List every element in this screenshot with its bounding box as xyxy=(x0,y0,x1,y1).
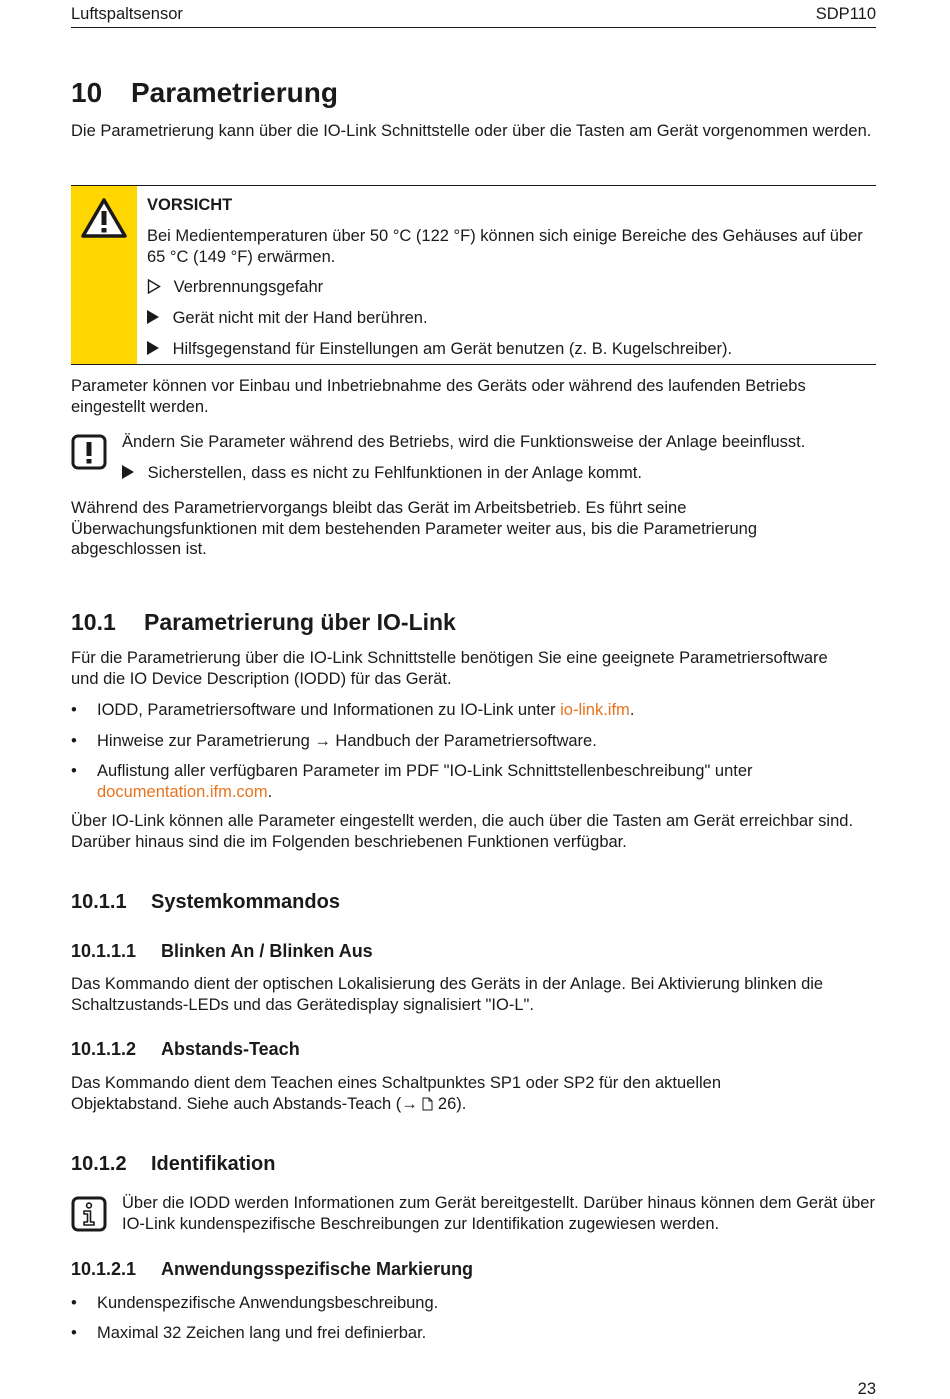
page-reference[interactable]: 26). xyxy=(433,1094,467,1113)
header-right: SDP110 xyxy=(815,5,876,23)
info-text: Über die IODD werden Informationen zum Gerät bereitgestellt. Darüber hinaus können dem Gerät über IO-Link kundenspezifische Beschreibungen zur Identifikation zugewiesen werden. xyxy=(122,1194,875,1233)
notice-text: Ändern Sie Parameter während des Betriebs, wird die Funktionsweise der Anlage beeinflusst. xyxy=(122,433,806,451)
list-item-text: IODD, Parametriersoftware und Informationen zu IO-Link unter xyxy=(97,701,561,719)
section-title: Systemkommandos xyxy=(151,891,340,913)
list-item-end: . xyxy=(629,701,635,719)
section-10-1-intro: Für die Parametrierung über die IO-Link Schnittstelle benötigen Sie eine geeignete Parametriersoftware und die IO Device Description (IODD) für das Gerät. xyxy=(71,649,828,688)
section-title: Abstands-Teach xyxy=(161,1039,300,1059)
caution-consequence xyxy=(147,277,323,298)
section-10-1-2-heading xyxy=(71,1153,275,1176)
page-number: 23 xyxy=(857,1380,876,1398)
consequence-text: Verbrennungsgefahr xyxy=(173,278,324,296)
bullet-marker: • xyxy=(71,701,77,719)
caution-bar xyxy=(71,186,137,364)
section-10-1-1-heading xyxy=(71,891,340,914)
section-title: Identifikation xyxy=(151,1153,276,1175)
action-arrow-icon xyxy=(122,465,134,479)
list-item-text: Handbuch der Parametriersoftware. xyxy=(330,732,597,750)
header-left: Luftspaltsensor xyxy=(71,5,183,23)
documentation-link[interactable]: documentation.ifm.com xyxy=(97,782,268,801)
caution-text: Bei Medientemperaturen über 50 °C (122 °F) können sich einige Bereiche des Gehäuses auf über 65 °C (149 °F) erwärmen. xyxy=(147,227,863,266)
section-10-1-2-1-heading xyxy=(71,1259,473,1280)
action-arrow-icon xyxy=(147,341,159,355)
list-item-end: . xyxy=(267,782,273,801)
header-rule xyxy=(71,27,876,28)
section-title: Blinken An / Blinken Aus xyxy=(161,941,373,961)
section-title: Parametrierung über IO-Link xyxy=(144,609,456,635)
arrow-icon: → xyxy=(401,1094,418,1113)
section-title: Anwendungsspezifische Markierung xyxy=(161,1259,474,1279)
page-icon[interactable] xyxy=(422,1097,433,1111)
section-title: Parametrierung xyxy=(131,77,338,108)
list-item xyxy=(97,761,847,802)
section-10-para2: Während des Parametriervorgangs bleibt das Gerät im Arbeitsbetrieb. Es führt seine Überwachungsfunktionen mit dem bestehenden Parameter weiter aus, bis die Parametrierung abgeschlossen ist. xyxy=(71,499,758,558)
section-number: 10.1.2 xyxy=(71,1153,127,1175)
caution-top-rule xyxy=(71,185,876,186)
action-text: Hilfsgegenstand für Einstellungen am Gerät benutzen (z. B. Kugelschreiber). xyxy=(172,340,733,358)
caution-title: VORSICHT xyxy=(147,196,233,214)
section-10-intro: Die Parametrierung kann über die IO-Link Schnittstelle oder über die Tasten am Gerät vorgenommen werden. xyxy=(71,122,872,140)
bullet-marker: • xyxy=(71,762,77,780)
warning-triangle-icon xyxy=(81,198,127,238)
caution-bottom-rule xyxy=(71,364,876,365)
section-10-1-1-2-text xyxy=(71,1073,831,1114)
consequence-arrow-icon xyxy=(147,279,161,294)
notice-action xyxy=(122,463,642,484)
section-number: 10.1.2.1 xyxy=(71,1259,137,1279)
list-item-text: Auflistung aller verfügbaren Parameter im PDF "IO-Link Schnittstellenbeschreibung" unter xyxy=(97,762,753,780)
section-10-1-para: Über IO-Link können alle Parameter eingestellt werden, die auch über die Tasten am Gerät erreichbar sind. Darüber hinaus sind die im Folgenden beschriebenen Funktionen verfügbar. xyxy=(71,812,854,851)
arrow-icon: → xyxy=(314,732,331,750)
bullet-marker: • xyxy=(71,1294,77,1312)
info-icon xyxy=(71,1196,107,1232)
bullet-marker: • xyxy=(71,732,77,750)
section-10-1-1-2-heading xyxy=(71,1039,300,1060)
bullet-marker: • xyxy=(71,1324,77,1342)
section-number: 10 xyxy=(71,77,103,108)
io-link-link[interactable]: io-link.ifm xyxy=(560,701,630,719)
section-10-1-1-1-heading xyxy=(71,941,373,962)
section-number: 10.1.1 xyxy=(71,891,127,913)
action-text: Gerät nicht mit der Hand berühren. xyxy=(172,309,428,327)
action-text: Sicherstellen, dass es nicht zu Fehlfunktionen in der Anlage kommt. xyxy=(147,464,642,482)
caution-action-2 xyxy=(147,339,732,360)
section-10-para1: Parameter können vor Einbau und Inbetriebnahme des Geräts oder während des laufenden Betriebs eingestellt werden. xyxy=(71,377,806,416)
section-10-heading xyxy=(71,77,338,109)
list-item: Maximal 32 Zeichen lang und frei definierbar. xyxy=(97,1324,427,1342)
section-10-1-1-1-text: Das Kommando dient der optischen Lokalisierung des Geräts in der Anlage. Bei Aktivierung blinken die Schaltzustands-LEDs und das Gerätedisplay signalisiert "IO-L". xyxy=(71,975,824,1014)
section-number: 10.1 xyxy=(71,609,116,635)
paragraph-text: Das Kommando dient dem Teachen eines Schaltpunktes SP1 oder SP2 für den aktuellen Objektabstand. Siehe auch Abstands-Teach ( xyxy=(71,1074,722,1113)
section-number: 10.1.1.2 xyxy=(71,1039,137,1059)
list-item-text: Hinweise zur Parametrierung xyxy=(97,732,315,750)
caution-action-1 xyxy=(147,308,428,329)
list-item xyxy=(97,731,597,752)
section-10-1-heading xyxy=(71,609,456,636)
notice-exclamation-icon xyxy=(71,434,107,470)
list-item: Kundenspezifische Anwendungsbeschreibung. xyxy=(97,1294,439,1312)
section-number: 10.1.1.1 xyxy=(71,941,137,961)
action-arrow-icon xyxy=(147,310,159,324)
list-item xyxy=(97,700,634,721)
